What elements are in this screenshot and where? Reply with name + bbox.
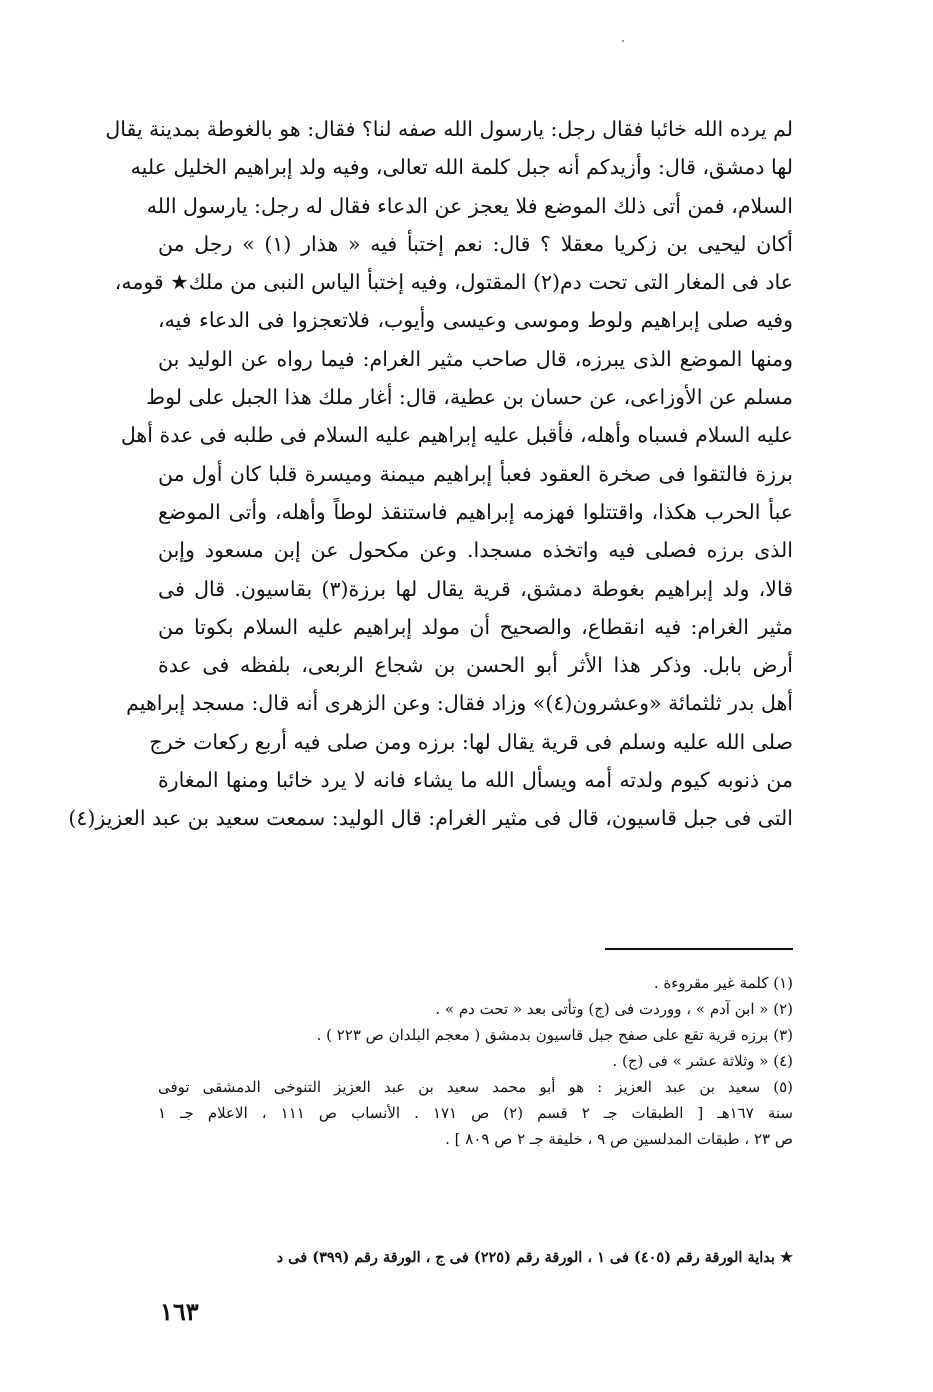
footnote-2: (٢) « ابن آدم » ، ووردت فى (ج) وتأتى بعد « تحت دم » .	[435, 1000, 793, 1018]
main-text-line: أهل بدر ثلثمائة «وعشرون(٤)» وزاد فقال: وعن الزهرى أنه قال: مسجد إبراهيم	[126, 691, 793, 716]
main-text-line: أكان ليحيى بن زكريا معقلا ؟ قال: نعم إختبأ فيه « هذار (١) » رجل من	[158, 231, 793, 256]
main-text-line: قالا، ولد إبراهيم بغوطة دمشق، قرية يقال لها برزة(٣) بقاسيون. قال فى	[158, 576, 793, 601]
footnotes-block	[158, 970, 793, 1152]
footnote-separator	[605, 948, 793, 950]
main-text-line: عليه السلام فسباه وأهله، فأقبل عليه إبراهيم عليه السلام فى طلبه فى عدة أهل	[120, 423, 793, 448]
main-text-line: عاد فى المغار التى تحت دم(٢) المقتول، وفيه إختبأ الياس النبى من ملك★ قومه،	[114, 270, 793, 295]
main-text-line: لها دمشق، قال: وأزيدكم أنه جبل كلمة الله تعالى، وفيه ولد إبراهيم الخليل عليه	[130, 155, 793, 180]
scan-speck	[622, 40, 624, 42]
main-text-line: عبأ الحرب هكذا، واقتتلوا فهزمه إبراهيم فاستنقذ لوطاً وأهله، وأتى الموضع	[158, 499, 793, 524]
main-text-line: السلام، فمن أتى ذلك الموضع فلا يعجز عن الدعاء فقال له رجل: يارسول الله	[146, 193, 793, 218]
main-text-line: التى فى جبل قاسيون، قال فى مثير الغرام: قال الوليد: سمعت سعيد بن عبد العزيز(٤)	[68, 806, 793, 831]
main-text-line: برزة فالتقوا فى صخرة العقود فعبأ إبراهيم ميمنة وميسرة قلبا كان أول من	[158, 461, 793, 486]
main-text-line: صلى الله عليه وسلم فى قرية يقال لها: برزه ومن صلى فيه أربع ركعات خرج	[149, 729, 793, 754]
footnote-1: (١) كلمة غير مقروءة .	[653, 974, 793, 992]
footnote-3: (٣) برزه قرية تقع على صفح جبل قاسيون بدمشق ( معجم البلدان ص ٢٢٣ ) .	[316, 1026, 793, 1044]
main-text-line: مثير الغرام: فيه انقطاع، والصحيح أن مولد إبراهيم عليه السلام بكوتا من	[158, 614, 793, 639]
main-text-line: الذى برزه فصلى فيه واتخذه مسجدا. وعن مكحول عن إبن مسعود وإبن	[158, 538, 793, 563]
main-text-line: مسلم عن الأوزاعى، عن حسان بن عطية، قال: أغار ملك هذا الجبل على لوط	[146, 385, 793, 410]
main-text-block	[68, 110, 793, 838]
footnote-5-line-2: سنة ١٦٧هـ [ الطبقات جـ ٢ قسم (٢) ص ١٧١ . الأنساب ص ١١١ ، الاعلام جـ ١	[158, 1104, 793, 1122]
page-number: ١٦٣	[160, 1297, 199, 1326]
footnote-4: (٤) « وثلاثة عشر » فى (ج) .	[612, 1052, 793, 1070]
footnote-5-line-1: (٥) سعيد بن عبد العزيز : هو أبو محمد سعيد بن عبد العزيز التنوخى الدمشقى توفى	[158, 1078, 793, 1096]
manuscript-folio-note: ★ بداية الورقة رقم (٤٠٥) فى ١ ، الورقة رقم (٢٢٥) فى ج ، الورقة رقم (٣٩٩) فى د	[276, 1249, 793, 1266]
footnote-5-line-3: ص ٢٣ ، طبقات المدلسين ص ٩ ، خليفة جـ ٢ ص ٨٠٩ ] .	[445, 1130, 793, 1148]
main-text-line: لم يرده الله خائبا فقال رجل: يارسول الله صفه لنا؟ فقال: هو بالغوطة بمدينة يقال	[105, 117, 793, 141]
main-text-line: وفيه صلى إبراهيم ولوط وموسى وعيسى وأيوب، فلاتعجزوا فى الدعاء فيه،	[158, 308, 793, 333]
main-text-line: أرض بابل. وذكر هذا الأثر أبو الحسن بن شجاع الربعى، بلفظه فى عدة	[158, 653, 793, 678]
main-text-line: من ذنوبه كيوم ولدته أمه ويسأل الله ما يشاء فانه لا يرد خائبا ومنها المغارة	[158, 768, 793, 793]
main-text-line: ومنها الموضع الذى يبرزه، قال صاحب مثير الغرام: فيما رواه عن الوليد بن	[158, 346, 793, 371]
